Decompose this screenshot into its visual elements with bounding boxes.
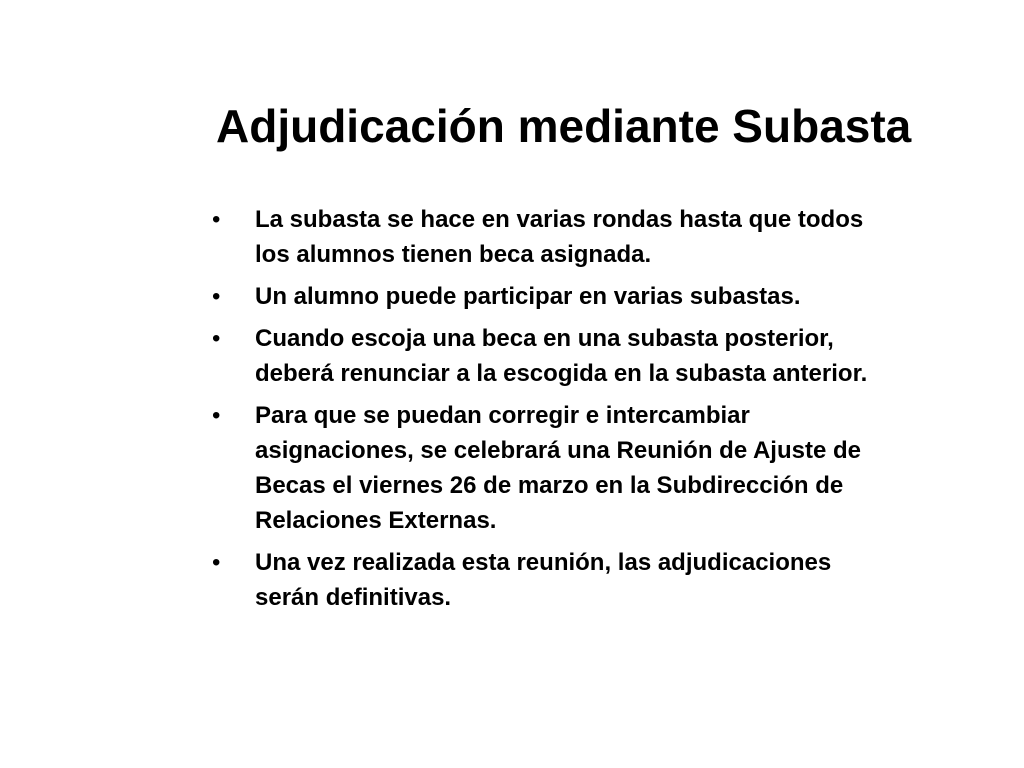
bullet-line: Para que se puedan corregir e intercambiar	[255, 402, 750, 429]
bullet-line: La subasta se hace en varias rondas hasta que todos	[255, 206, 864, 233]
bullet-item	[212, 398, 992, 538]
bullet-line: Becas el viernes 26 de marzo en la Subdirección de	[255, 472, 844, 499]
bullet-marker: •	[212, 549, 221, 576]
bullet-marker: •	[212, 206, 221, 233]
bullet-line: serán definitivas.	[255, 584, 452, 611]
bullet-line: Relaciones Externas.	[255, 507, 497, 534]
bullet-list	[212, 202, 992, 622]
slide-title: Adjudicación mediante Subasta	[216, 100, 912, 152]
bullet-marker: •	[212, 283, 221, 310]
bullet-item	[212, 545, 992, 615]
bullet-marker: •	[212, 325, 221, 352]
bullet-line: Un alumno puede participar en varias subastas.	[255, 283, 801, 310]
bullet-item	[212, 202, 992, 272]
bullet-line: deberá renunciar a la escogida en la subasta anterior.	[255, 360, 868, 387]
bullet-line: asignaciones, se celebrará una Reunión de Ajuste de	[255, 437, 861, 464]
bullet-item	[212, 321, 992, 391]
bullet-item	[212, 279, 992, 314]
bullet-line: Cuando escoja una beca en una subasta posterior,	[255, 325, 834, 352]
bullet-line: los alumnos tienen beca asignada.	[255, 241, 652, 268]
bullet-line: Una vez realizada esta reunión, las adjudicaciones	[255, 549, 832, 576]
bullet-marker: •	[212, 402, 221, 429]
